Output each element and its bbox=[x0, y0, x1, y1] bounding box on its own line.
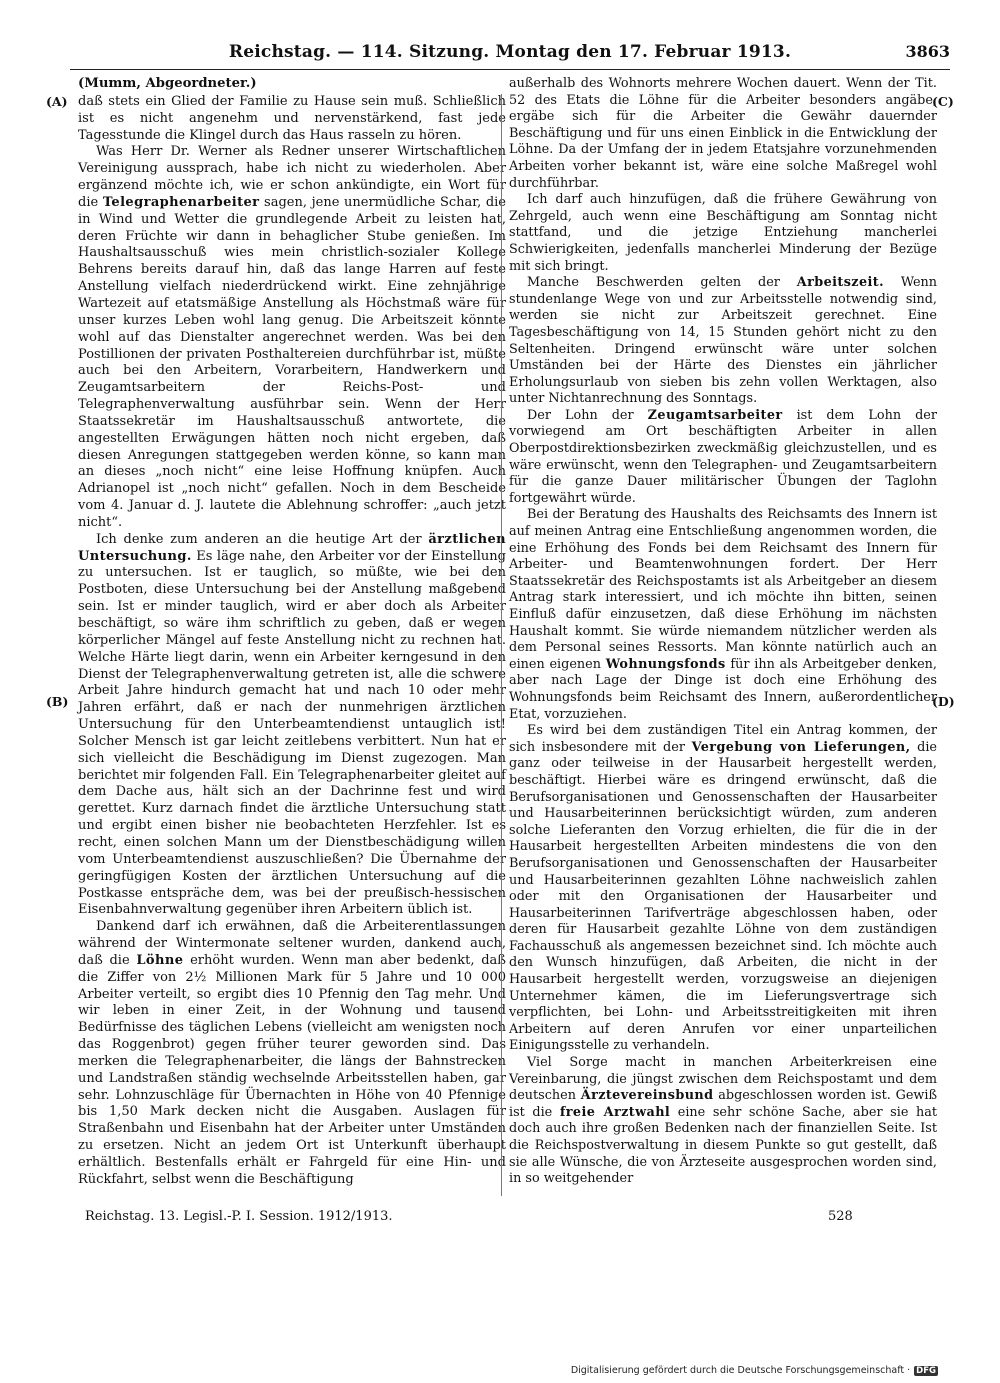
keyword: Arbeitszeit. bbox=[796, 275, 884, 291]
paragraph bbox=[509, 507, 937, 723]
paragraph bbox=[78, 94, 506, 145]
column-divider bbox=[501, 94, 502, 1196]
paragraph bbox=[509, 1055, 937, 1188]
keyword: ärztlichen Untersuchung. bbox=[78, 531, 506, 564]
paragraph-text: Es wird bei dem zuständigen Titel ein Antrag kommen, der sich insbesondere mit der bbox=[509, 723, 937, 755]
margin-mark-b: (B) bbox=[46, 694, 69, 709]
paragraph bbox=[78, 144, 506, 531]
paragraph-text: abgeschlossen worden ist. Gewiß ist die bbox=[509, 1088, 937, 1120]
header-rule bbox=[70, 69, 950, 70]
header-title: Reichstag. — 114. Sitzung. Montag den 17. Februar 1913. bbox=[228, 42, 792, 62]
paragraph-text: ist dem Lohn der vorwiegend am Ort beschäftigten Arbeiter in allen Oberpostdirektionsbezirken zweckmäßig gleichzustellen, und es wäre erwünscht, wenn den Telegraphen- und Zeugamtsarbeitern für die ganze Dauer militärischer Übungen der Taglohn fortgewährt würde. bbox=[509, 407, 937, 506]
paragraph-text: Manche Beschwerden gelten der bbox=[527, 275, 797, 291]
keyword: Telegraphenarbeiter bbox=[102, 194, 260, 210]
paragraph-text: die ganz oder teilweise in der Hausarbeit hergestellt werden, beschäftigt. Hierbei wäre es dringend erwünscht, daß die Berufsorganisationen und Genossenschaften der Hausarbeiter und Hausarbeiterinnen berücksichtigt würden, zum anderen solche Lieferanten den Vorzug erhielten, die für die in der Hausarbeit hergestellten Arbeiten mindestens die von den Berufsorganisationen und Genossenschaften der Hausarbeiter und Hausarbeiterinnen gezahlten Löhne nachweislich zahlen oder mit den Organisationen der Hausarbeiter und Hausarbeiterinnen Tarifverträge abgeschlossen haben, oder deren für Hausarbeit gezahlte Löhne von dem zuständigen Fachausschuß als angemessen bezeichnet sind. Ich möchte auch den Wunsch hinzufügen, daß Arbeiten, die nicht in der Hausarbeit hergestellt werden, vorzugsweise an diejenigen Unternehmer kämen, die im Lieferungsvertrage sich verpflichten, bei Lohn- und Arbeitsstreitigkeiten mit ihren Arbeitern auf deren Anrufen vor einer unparteilichen Einigungsstelle zu verhandeln. bbox=[509, 739, 937, 1054]
paragraph-text: sagen, jene unermüdliche Schar, die in Wind und Wetter die grundlegende Arbeit zu leisten hat, deren Früchte wir dann in behaglicher Stube genießen. Im Haushaltsausschuß wies mein christlich-sozialer Kollege Behrens bereits darauf hin, daß das lange Harren auf feste Anstellung vielfach niederdrückend wirkt. Eine zehnjährige Wartezeit auf etatsmäßige Anstellung als Höchstmaß wäre für unser kurzes Leben wohl lang genug. Die Arbeitszeit könnte wohl auf das Dienstalter angerechnet werden. Was bei den Postillionen der privaten Posthaltereien durchführbar ist, müßte auch bei den Arbeitern, Vorarbeitern, Handwerkern und Zeugamtsarbeitern der Reichs-Post- und Telegraphenverwaltung ausführbar sein. Wenn der Herr Staatssekretär im Haushaltsausschuß antwortete, die angestellten Erwägungen hätten noch nicht ergeben, daß diesen Anregungen stattgegeben werden könne, so kann man an dieses „noch nicht“ eine leise Hoffnung knüpfen. Auch Adrianopel ist „noch nicht“ gefallen. Noch in dem Bescheide vom 4. Januar d. J. lautete die Ablehnung schroffer: „auch jetzt nicht“. bbox=[78, 194, 506, 530]
paragraph-text: Bei der Beratung des Haushalts des Reichsamts des Innern ist auf meinen Antrag eine Entschließung angenommen worden, die eine Erhöhung des Fonds bei dem Reichsamt des Innern für Arbeiter- und Beamtenwohnungen fordert. Der Herr Staatssekretär des Reichspostamts ist als Arbeitgeber an diesem Antrag stark interessiert, und ich möchte ihn bitten, seinen Einfluß dafür einzusetzen, daß diese Erhöhung im nächsten Haushalt kommt. Sie würde niemandem nützlicher werden als dem Personal seines Ressorts. Man könnte natürlich auch an einen eigenen bbox=[509, 507, 937, 672]
paragraph bbox=[509, 408, 937, 508]
paragraph-text: für ihn als Arbeitgeber denken, aber nach Lage der Dinge ist doch eine Erhöhung des Wohnungsfonds beim Reichsamt des Innern, außerordentlicher Etat, vorzuziehen. bbox=[509, 656, 937, 722]
margin-mark-a: (A) bbox=[46, 94, 68, 109]
paragraph bbox=[509, 192, 937, 275]
dfg-logo-icon: DFG bbox=[916, 1366, 936, 1376]
paragraph-text: Es läge nahe, den Arbeiter vor der Einstellung zu untersuchen. Ist er tauglich, so müßte, wie bei den Postboten, diese Untersuchung bei der Anstellung maßgebend sein. Ist er minder tauglich, wird er aber doch als Arbeiter beschäftigt, so wäre ihm schriftlich zu geben, daß er wegen körperlicher Mängel auf feste Anstellung nicht zu rechnen hat. Welche Härte liegt darin, wenn ein Arbeiter kerngesund in den Dienst der Telegraphenverwaltung getreten ist, alle die schwere Arbeit Jahre hindurch gemacht hat und nach 10 oder mehr Jahren erfährt, daß er nach der nunmehrigen ärztlichen Untersuchung für den Unterbeamtendienst untauglich ist! Solcher Mensch ist gar leicht zeitlebens verbittert. Nun hat er sich vielleicht die Beschädigung im Dienst zugezogen. Man berichtet mir folgenden Fall. Ein Telegraphenarbeiter gleitet auf dem Dache aus, hält sich an der Dachrinne fest und wird gerettet. Kurz darnach findet die ärztliche Untersuchung statt und ergibt einen bisher nie beobachteten Herzfehler. Ist es recht, einen solchen Mann um der Dienstbeschädigung willen vom Unterbeamtendienst auszuschließen? Die Übernahme der geringfügigen Kosten der ärztlichen Untersuchung auf die Postkasse entspräche dem, was bei der preußisch-hessischen Eisenbahnverwaltung gegenüber ihren Arbeitern üblich ist. bbox=[78, 548, 506, 918]
keyword: Löhne bbox=[136, 952, 184, 968]
paragraph bbox=[78, 919, 506, 1189]
paragraph-text: Ich darf auch hinzufügen, daß die frühere Gewährung von Zehrgeld, auch wenn eine Beschäftigung am Sonntag nicht stattfand, und die jetzige Entziehung mancherlei Schwierigkeiten, jedenfalls mancherlei Minderung der Bezüge mit sich bringt. bbox=[509, 192, 937, 274]
left-column bbox=[78, 76, 506, 1189]
paragraph-text: eine sehr schöne Sache, aber sie hat doch auch ihre großen Bedenken nach der finanziellen Seite. Ist die Reichspostverwaltung in diesem Punkte so gut gestellt, daß sie alle Wünsche, die von Ärzteseite ausgesprochen worden sind, in so weitgehender bbox=[509, 1104, 937, 1187]
margin-mark-d: (D) bbox=[932, 694, 955, 709]
paragraph bbox=[509, 275, 937, 408]
page-number: 3863 bbox=[905, 42, 950, 61]
keyword: Ärztevereinsbund bbox=[580, 1088, 714, 1104]
paragraph bbox=[509, 723, 937, 1055]
keyword: Vergebung von Lieferungen, bbox=[691, 739, 911, 755]
keyword: Wohnungsfonds bbox=[605, 656, 726, 672]
paragraph-text: Viel Sorge macht in manchen Arbeiterkreisen eine Vereinbarung, die jüngst zwischen dem Reichspostamt und dem deutschen bbox=[509, 1055, 937, 1104]
paragraph-text: erhöht wurden. Wenn man aber bedenkt, daß die Ziffer von 2½ Millionen Mark für 5 Jahre und 10 000 Arbeiter verteilt, so ergibt dies 10 Pfennig den Tag mehr. Und wir leben in einer Zeit, in der Wohnung und tausend Bedürfnisse des täglichen Lebens (vielleicht am wenigsten noch das Roggenbrot) gegen früher teurer geworden sind. Das merken die Telegraphenarbeiter, die längs der Bahnstrecken und Landstraßen ständig wechselnde Arbeitsstellen haben, gar sehr. Lohnzuschläge für Übernachten in Höhe von 40 Pfennige bis 1,50 Mark decken nicht die Ausgaben. Auslagen für Straßenbahn und Eisenbahn hat der Arbeiter unter Umständen zu ersetzen. Nicht an jedem Ort ist Unterkunft überhaupt erhältlich. Bestenfalls erhält er Fahrgeld für eine Hin- und Rückfahrt, selbst wenn die Beschäftigung bbox=[78, 952, 506, 1187]
funding-text: Digitalisierung gefördert durch die Deutsche Forschungsgemeinschaft · bbox=[570, 1365, 911, 1376]
footer-session-info: Reichstag. 13. Legisl.-P. I. Session. 1912/1913. bbox=[85, 1209, 393, 1224]
paragraph-text: Der Lohn der bbox=[527, 407, 648, 423]
paragraph-text: Wenn stundenlange Wege von und zur Arbeitsstelle notwendig sind, werden sie nicht zur Arbeitszeit gerechnet. Eine Tagesbeschäftigung von 14, 15 Stunden gehört nicht zu den Seltenheiten. Dringend erwünscht wäre unter solchen Umständen bei der Härte des Dienstes ein jährlicher Erholungsurlaub von sieben bis zehn vollen Werktagen, also unter Nichtanrechnung des Sonntags. bbox=[509, 275, 937, 407]
paragraph bbox=[78, 532, 506, 919]
margin-mark-c: (C) bbox=[932, 94, 954, 109]
paragraph-text: außerhalb des Wohnorts mehrere Wochen dauert. Wenn der Tit. 52 des Etats die Löhne für die Arbeiter besonders angäbe, ergäbe sich für die Arbeiter die Gewähr dauernder Beschäftigung und für uns einen Einblick in die Entwicklung der Löhne. Da der Umfang der in jedem Etatsjahre vorzunehmenden Arbeiten vorher bekannt ist, wäre eine solche Maßregel wohl durchführbar. bbox=[509, 76, 937, 191]
paragraph-text: Was Herr Dr. Werner als Redner unserer Wirtschaftlichen Vereinigung aussprach, habe ich nicht zu wiederholen. Aber ergänzend möchte ich, wie er schon ankündigte, ein Wort für die bbox=[78, 144, 506, 210]
paragraph-text: daß stets ein Glied der Familie zu Hause sein muß. Schließlich ist es nicht angenehm und nervenstärkend, fast jede Tagesstunde die Klingel durch das Haus rasseln zu hören. bbox=[78, 93, 506, 143]
running-header bbox=[70, 42, 950, 68]
paragraph-text: Dankend darf ich erwähnen, daß die Arbeiterentlassungen während der Wintermonate seltener wurden, dankend auch, daß die bbox=[78, 919, 506, 968]
keyword: freie Arztwahl bbox=[559, 1104, 671, 1120]
footer-sheet-number: 528 bbox=[828, 1209, 853, 1224]
paragraph bbox=[509, 76, 937, 192]
keyword: Zeugamtsarbeiter bbox=[647, 407, 783, 423]
funding-notice bbox=[571, 1365, 938, 1376]
right-column bbox=[509, 76, 937, 1188]
speaker-note: (Mumm, Abgeordneter.) bbox=[78, 76, 257, 91]
paragraph-text: Ich denke zum anderen an die heutige Art der bbox=[96, 531, 429, 547]
